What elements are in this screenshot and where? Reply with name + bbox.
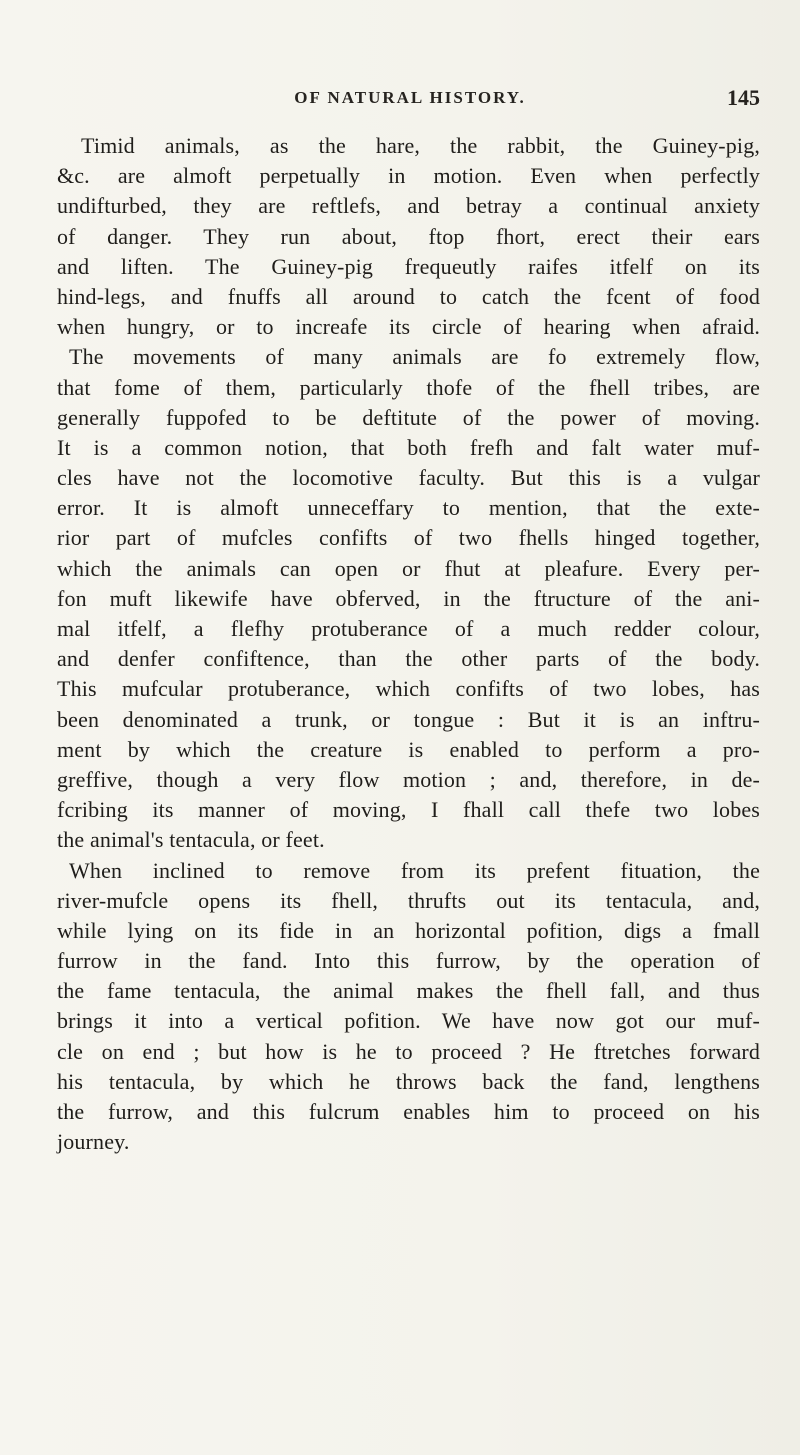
- text-line: been denominated a trunk, or tongue : But it is an inftru-: [57, 706, 760, 732]
- body-text: [57, 131, 760, 1157]
- text-line: his tentacula, by which he throws back the fand, lengthens: [57, 1068, 760, 1094]
- text-line: river-mufcle opens its fhell, thrufts out its tentacula, and,: [57, 887, 760, 913]
- text-line: and liften. The Guiney-pig frequeutly raifes itfelf on its: [57, 253, 760, 279]
- text-line: journey.: [57, 1129, 130, 1155]
- text-line: generally fuppofed to be deftitute of the power of moving.: [57, 404, 760, 430]
- text-line: &c. are almoft perpetually in motion. Even when perfectly: [57, 163, 760, 189]
- text-line: hind-legs, and fnuffs all around to catch the fcent of food: [57, 283, 760, 309]
- text-line: while lying on its fide in an horizontal pofition, digs a fmall: [57, 917, 760, 943]
- text-line: This mufcular protuberance, which confifts of two lobes, has: [57, 676, 760, 702]
- text-line: of danger. They run about, ftop fhort, erect their ears: [57, 223, 760, 249]
- text-line: the furrow, and this fulcrum enables him to proceed on his: [57, 1099, 760, 1124]
- text-line: greffive, though a very flow motion ; and, therefore, in de-: [57, 766, 760, 792]
- text-line: When inclined to remove from its prefent fituation, the: [69, 857, 760, 883]
- text-line: It is a common notion, that both frefh and falt water muf-: [57, 434, 760, 460]
- text-line: cles have not the locomotive faculty. But this is a vulgar: [57, 465, 760, 491]
- text-line: Timid animals, as the hare, the rabbit, the Guiney-pig,: [81, 133, 760, 158]
- text-line: which the animals can open or fhut at pleafure. Every per-: [57, 555, 760, 581]
- text-line: brings it into a vertical pofition. We have now got our muf-: [57, 1008, 760, 1034]
- text-line: undifturbed, they are reftlefs, and betray a continual anxiety: [57, 193, 760, 219]
- text-line: cle on end ; but how is he to proceed ? He ftretches forward: [57, 1038, 760, 1064]
- text-line: error. It is almoft unneceffary to mention, that the exte-: [57, 495, 760, 521]
- text-line: when hungry, or to increafe its circle of hearing when afraid.: [57, 314, 760, 340]
- text-line: and denfer confiftence, than the other parts of the body.: [57, 646, 760, 672]
- text-line: the fame tentacula, the animal makes the fhell fall, and thus: [57, 978, 760, 1004]
- running-title: OF NATURAL HISTORY.: [294, 88, 526, 107]
- text-line: fon muft likewife have obferved, in the ftructure of the ani-: [57, 585, 760, 611]
- page-number: 145: [727, 85, 760, 110]
- text-line: mal itfelf, a flefhy protuberance of a much redder colour,: [57, 616, 760, 641]
- text-line: ment by which the creature is enabled to perform a pro-: [57, 736, 760, 762]
- text-line: the animal's tentacula, or feet.: [57, 827, 325, 853]
- text-line: fcribing its manner of moving, I fhall call thefe two lobes: [57, 797, 760, 823]
- text-line: that fome of them, particularly thofe of the fhell tribes, are: [57, 374, 760, 400]
- text-line: The movements of many animals are fo extremely flow,: [69, 344, 760, 370]
- text-line: furrow in the fand. Into this furrow, by the operation of: [57, 948, 760, 974]
- running-head: [60, 85, 760, 118]
- text-line: rior part of mufcles confifts of two fhells hinged together,: [57, 525, 760, 551]
